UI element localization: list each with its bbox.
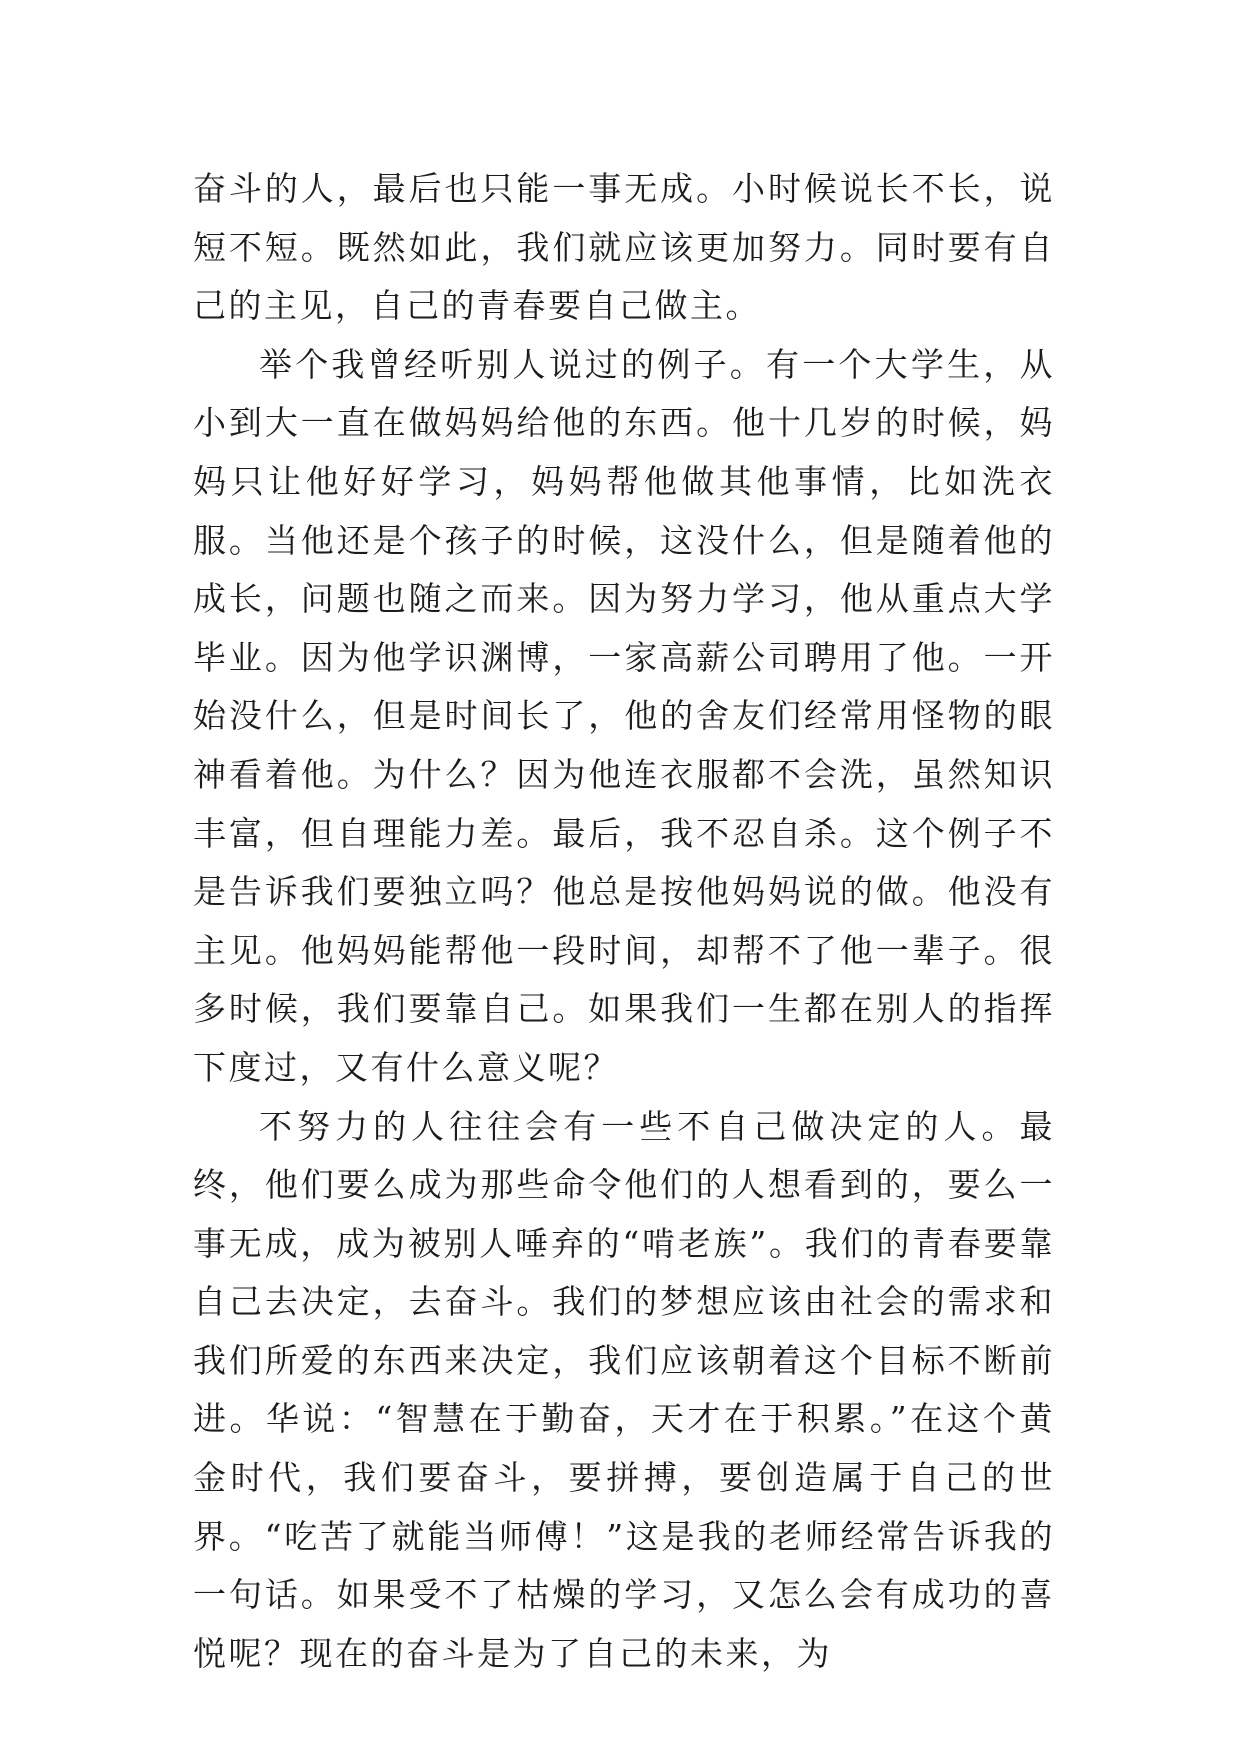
document-body — [193, 160, 1055, 1683]
paragraph-example: 举个我曾经听别人说过的例子。有一个大学生，从小到大一直在做妈妈给他的东西。他十几岁的时候，妈妈只让他好好学习，妈妈帮他做其他事情，比如洗衣服。当他还是个孩子的时候，这没什么，但是随着他的成长，问题也随之而来。因为努力学习，他从重点大学毕业。因为他学识渊博，一家高薪公司聘用了他。一开始没什么，但是时间长了，他的舍友们经常用怪物的眼神看着他。为什么？因为他连衣服都不会洗，虽然知识丰富，但自理能力差。最后，我不忍自杀。这个例子不是告诉我们要独立吗？他总是按他妈妈说的做。他没有主见。他妈妈能帮他一段时间，却帮不了他一辈子。很多时候，我们要靠自己。如果我们一生都在别人的指挥下度过，又有什么意义呢？ — [193, 344, 1055, 1087]
paragraph-continuation: 奋斗的人，最后也只能一事无成。小时候说长不长，说短不短。既然如此，我们就应该更加努力。同时要有自己的主见，自己的青春要自己做主。 — [193, 169, 1055, 326]
paragraph-conclusion: 不努力的人往往会有一些不自己做决定的人。最终，他们要么成为那些命令他们的人想看到的，要么一事无成，成为被别人唾弃的“啃老族”。我们的青春要靠自己去决定，去奋斗。我们的梦想应该由社会的需求和我们所爱的东西来决定，我们应该朝着这个目标不断前进。华说：“智慧在于勤奋，天才在于积累。”在这个黄金时代，我们要奋斗，要拼搏，要创造属于自己的世界。“吃苦了就能当师傅！”这是我的老师经常告诉我的一句话。如果受不了枯燥的学习，又怎么会有成功的喜悦呢？现在的奋斗是为了自己的未来，为 — [193, 1106, 1055, 1673]
